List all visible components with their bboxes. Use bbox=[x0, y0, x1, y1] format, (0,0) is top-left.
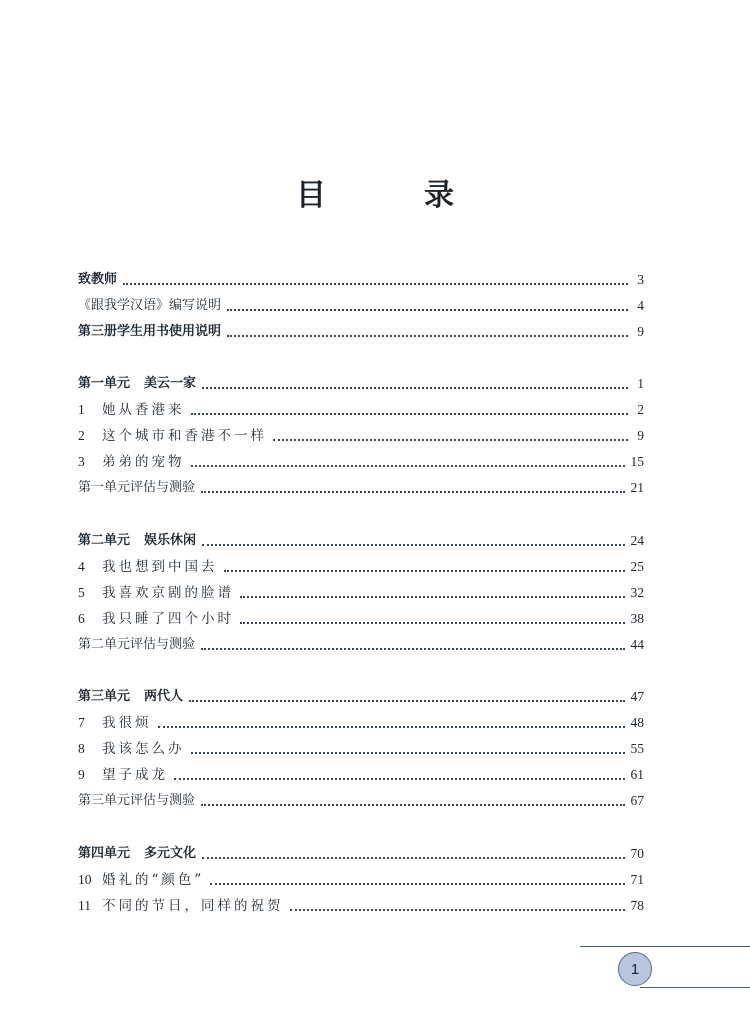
unit-heading bbox=[78, 688, 183, 706]
dot-leader bbox=[240, 621, 625, 624]
dot-leader bbox=[240, 595, 625, 598]
toc-lesson-5[interactable] bbox=[78, 582, 644, 602]
dot-leader bbox=[227, 334, 628, 337]
lesson-title: 婚礼的“颜色” bbox=[102, 872, 205, 888]
lesson-number: 5 bbox=[78, 585, 85, 600]
dot-leader bbox=[224, 569, 625, 572]
lesson-title: 我只睡了四个小时 bbox=[102, 611, 234, 627]
unit-name: 两代人 bbox=[144, 689, 184, 704]
lesson-title: 弟弟的宠物 bbox=[102, 454, 185, 470]
lesson-entry bbox=[78, 427, 267, 445]
toc-page-number: 1 bbox=[637, 376, 644, 391]
lesson-entry bbox=[78, 558, 218, 576]
lesson-title: 我该怎么办 bbox=[102, 741, 185, 757]
unit-name: 娱乐休闲 bbox=[144, 533, 197, 548]
toc-unit-2[interactable] bbox=[78, 530, 644, 550]
toc-page-number: 2 bbox=[637, 402, 644, 417]
lesson-entry bbox=[78, 714, 152, 732]
toc-page-number: 70 bbox=[630, 846, 644, 861]
unit-heading bbox=[78, 532, 196, 550]
toc-lesson-1[interactable] bbox=[78, 399, 644, 419]
lesson-number: 10 bbox=[78, 872, 92, 887]
lesson-title: 望子成龙 bbox=[102, 767, 168, 783]
lesson-number: 1 bbox=[78, 402, 85, 417]
toc-assessment-unit-2[interactable] bbox=[78, 634, 644, 654]
toc-lesson-11[interactable] bbox=[78, 895, 644, 915]
unit-label: 第三单元 bbox=[78, 689, 131, 704]
lesson-entry bbox=[78, 610, 234, 628]
toc-page-number: 9 bbox=[637, 428, 644, 443]
toc-lesson-3[interactable] bbox=[78, 451, 644, 471]
lesson-title: 我很烦 bbox=[102, 715, 152, 731]
dot-leader bbox=[191, 751, 625, 754]
assessment-label: 第三单元评估与测验 bbox=[78, 793, 196, 808]
toc-entry-label: 第三册学生用书使用说明 bbox=[78, 324, 222, 339]
toc-lesson-8[interactable] bbox=[78, 738, 644, 758]
dot-leader bbox=[202, 386, 628, 389]
lesson-entry bbox=[78, 871, 204, 889]
dot-leader bbox=[189, 699, 624, 702]
dot-leader bbox=[290, 908, 625, 911]
toc-page-number: 55 bbox=[630, 741, 644, 756]
page-title: 目 录 bbox=[296, 178, 488, 213]
lesson-title: 我喜欢京剧的脸谱 bbox=[102, 585, 234, 601]
dot-leader bbox=[201, 803, 624, 806]
lesson-title: 我也想到中国去 bbox=[102, 559, 218, 575]
lesson-number: 2 bbox=[78, 428, 85, 443]
toc-page-number: 32 bbox=[630, 585, 644, 600]
toc-page-number: 9 bbox=[637, 324, 644, 339]
lesson-entry bbox=[78, 897, 284, 915]
toc-page-number: 71 bbox=[630, 872, 644, 887]
lesson-number: 11 bbox=[78, 898, 91, 913]
lesson-entry bbox=[78, 401, 185, 419]
dot-leader bbox=[273, 438, 628, 441]
toc-page-number: 44 bbox=[630, 637, 644, 652]
toc-page-number: 48 bbox=[630, 715, 644, 730]
assessment-label: 第二单元评估与测验 bbox=[78, 637, 196, 652]
unit-label: 第四单元 bbox=[78, 846, 131, 861]
lesson-number: 9 bbox=[78, 767, 85, 782]
lesson-entry bbox=[78, 740, 185, 758]
dot-leader bbox=[210, 882, 624, 885]
dot-leader bbox=[227, 308, 628, 311]
lesson-number: 3 bbox=[78, 454, 85, 469]
toc-entry-compilation-notes[interactable] bbox=[78, 295, 644, 315]
toc-entry-to-teachers[interactable] bbox=[78, 269, 644, 289]
unit-heading bbox=[78, 375, 196, 393]
toc-page-number: 15 bbox=[630, 454, 644, 469]
dot-leader bbox=[202, 856, 624, 859]
toc-lesson-2[interactable] bbox=[78, 425, 644, 445]
lesson-number: 4 bbox=[78, 559, 85, 574]
toc-page-number: 4 bbox=[637, 298, 644, 313]
toc-page-number: 3 bbox=[637, 272, 644, 287]
lesson-title: 不同的节日，同样的祝贺 bbox=[102, 898, 284, 914]
toc-lesson-6[interactable] bbox=[78, 608, 644, 628]
toc-lesson-10[interactable] bbox=[78, 869, 644, 889]
unit-label: 第二单元 bbox=[78, 533, 131, 548]
dot-leader bbox=[191, 412, 629, 415]
lesson-entry bbox=[78, 584, 234, 602]
toc-page-number: 24 bbox=[630, 533, 644, 548]
toc-unit-4[interactable] bbox=[78, 843, 644, 863]
dot-leader bbox=[191, 464, 625, 467]
toc-assessment-unit-1[interactable] bbox=[78, 477, 644, 497]
toc-page-number: 47 bbox=[630, 689, 644, 704]
toc-assessment-unit-3[interactable] bbox=[78, 790, 644, 810]
lesson-number: 8 bbox=[78, 741, 85, 756]
unit-label: 第一单元 bbox=[78, 376, 131, 391]
toc-page-number: 25 bbox=[630, 559, 644, 574]
toc-entry-usage-notes[interactable] bbox=[78, 321, 644, 341]
toc-page-number: 21 bbox=[630, 480, 644, 495]
unit-heading bbox=[78, 845, 196, 863]
toc-lesson-7[interactable] bbox=[78, 712, 644, 732]
footer-rule-bottom bbox=[640, 987, 750, 988]
lesson-number: 6 bbox=[78, 611, 85, 626]
toc-page-number: 38 bbox=[630, 611, 644, 626]
lesson-entry bbox=[78, 453, 185, 471]
toc-unit-3[interactable] bbox=[78, 686, 644, 706]
toc-entry-label: 《跟我学汉语》编写说明 bbox=[78, 298, 222, 313]
lesson-title: 她从香港来 bbox=[102, 402, 185, 418]
lesson-entry bbox=[78, 766, 168, 784]
dot-leader bbox=[201, 647, 624, 650]
dot-leader bbox=[201, 490, 624, 493]
toc-page-number: 78 bbox=[630, 898, 644, 913]
footer-rule-top bbox=[580, 946, 750, 947]
toc-page-number: 61 bbox=[630, 767, 644, 782]
dot-leader bbox=[174, 777, 625, 780]
toc-entry-label: 致教师 bbox=[78, 272, 118, 287]
unit-name: 多元文化 bbox=[144, 846, 197, 861]
toc-lesson-9[interactable] bbox=[78, 764, 644, 784]
dot-leader bbox=[158, 725, 625, 728]
toc-unit-1[interactable] bbox=[78, 373, 644, 393]
dot-leader bbox=[202, 543, 624, 546]
dot-leader bbox=[123, 282, 628, 285]
unit-name: 美云一家 bbox=[144, 376, 197, 391]
lesson-title: 这个城市和香港不一样 bbox=[102, 428, 267, 444]
page-number-badge: 1 bbox=[618, 952, 652, 986]
lesson-number: 7 bbox=[78, 715, 85, 730]
toc-lesson-4[interactable] bbox=[78, 556, 644, 576]
toc-page-number: 67 bbox=[630, 793, 644, 808]
assessment-label: 第一单元评估与测验 bbox=[78, 480, 196, 495]
